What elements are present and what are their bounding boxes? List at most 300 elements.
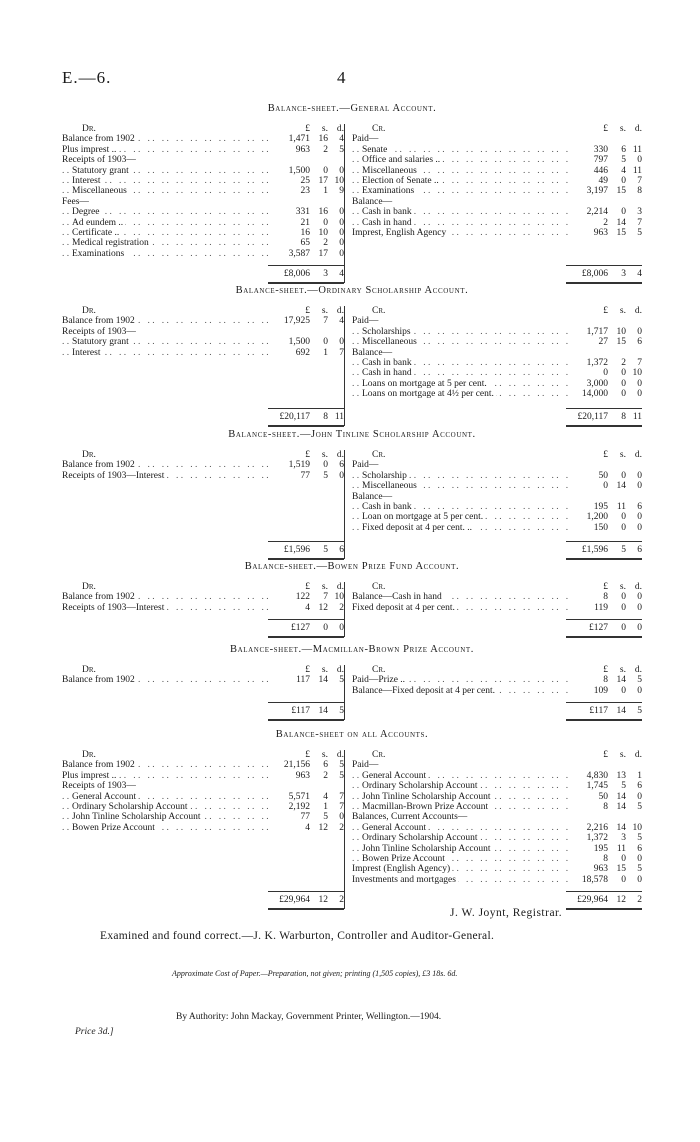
line-label <box>352 155 570 165</box>
line-label-text: Examinations <box>362 186 415 197</box>
pence-value: 0 <box>339 248 344 259</box>
line-label-text: Plus imprest .. <box>62 144 117 155</box>
line-label-text: Statutory grant <box>72 165 129 176</box>
ledger-line <box>62 460 344 470</box>
line-label <box>62 186 272 196</box>
ledger-line <box>62 134 344 144</box>
pence-value: 0 <box>339 227 344 238</box>
ledger-line <box>352 228 642 238</box>
pounds-value: 1,372 <box>586 357 608 368</box>
ledger-line <box>62 166 344 176</box>
ledger-line <box>352 450 642 460</box>
ledger-line <box>352 166 642 176</box>
line-label-text: Loan on mortgage at 5 per cent. <box>362 512 484 523</box>
pence-value: 7 <box>637 357 642 368</box>
pence-value: 6 <box>339 460 344 471</box>
ledger-line <box>352 145 642 155</box>
shillings-value: 1 <box>323 801 328 812</box>
shillings-value: 16 <box>318 134 328 145</box>
amount <box>570 833 642 843</box>
pence-value: 1 <box>637 770 642 781</box>
line-label-text: Scholarships <box>362 326 411 337</box>
pounds-value: 65 <box>300 238 310 249</box>
line-label <box>62 218 272 228</box>
total-shillings: 12 <box>616 895 626 906</box>
amount <box>570 823 642 833</box>
pence-value: 5 <box>339 144 344 155</box>
ledger-line <box>62 750 344 760</box>
pounds-value: 1,519 <box>288 460 310 471</box>
section-columns <box>62 582 642 641</box>
shillings-value: 2 <box>323 770 328 781</box>
ledger-line <box>352 823 642 833</box>
line-label <box>352 686 570 696</box>
total-cr <box>566 891 642 910</box>
line-label <box>352 124 570 134</box>
pence-value: 0 <box>637 378 642 389</box>
pence-value: 10 <box>632 822 642 833</box>
line-label-text: Ordinary Scholarship Account <box>72 801 188 812</box>
pence-value: d. <box>336 582 344 592</box>
amount <box>272 471 344 481</box>
amount <box>272 218 344 228</box>
line-label-text: Interest <box>72 175 101 186</box>
pence-value: 5 <box>339 770 344 781</box>
line-label <box>62 348 272 358</box>
total-shillings: 14 <box>318 706 328 717</box>
shillings-value: 14 <box>616 217 626 228</box>
amount <box>570 512 642 522</box>
line-label-text: Balance—Fixed deposit at 4 per cent. <box>352 685 495 696</box>
line-label <box>352 166 570 176</box>
total-pounds: £117 <box>589 706 608 717</box>
total-shillings: 8 <box>621 411 626 422</box>
pence-value: d. <box>634 750 642 760</box>
line-label-text: Balance— <box>352 196 393 207</box>
ledger-line <box>62 760 344 770</box>
page-number: 4 <box>337 68 346 87</box>
pence-value: 0 <box>637 512 642 523</box>
total-cr <box>566 541 642 560</box>
line-label-text: Plus imprest .. <box>62 770 117 781</box>
pence-value: 10 <box>334 592 344 603</box>
line-label <box>352 358 570 368</box>
line-label <box>62 582 272 592</box>
section-columns <box>62 750 642 913</box>
amount <box>570 771 642 781</box>
amount <box>570 218 642 228</box>
shillings-value: 4 <box>323 791 328 802</box>
shillings-value: s. <box>619 750 626 760</box>
pounds-value: 5,571 <box>288 791 310 802</box>
total-pounds: £8,006 <box>283 269 310 280</box>
amount <box>570 792 642 802</box>
pence-value: 0 <box>637 592 642 603</box>
ledger-line <box>352 792 642 802</box>
pence-value: 0 <box>637 522 642 533</box>
ledger-line <box>352 358 642 368</box>
pounds-value: 963 <box>295 770 310 781</box>
total-shillings: 5 <box>621 545 626 556</box>
total-pence: 11 <box>632 411 642 422</box>
total-shillings: 0 <box>323 623 328 634</box>
line-label <box>352 348 570 358</box>
dr-column <box>62 750 345 909</box>
line-label <box>352 792 570 802</box>
shillings-value: 15 <box>616 864 626 875</box>
line-label-text: Election of Senate .. <box>362 175 439 186</box>
pounds-value: 2,214 <box>586 207 608 218</box>
pounds-value: 109 <box>593 685 608 696</box>
total-shillings: 3 <box>323 269 328 280</box>
shillings-value: 17 <box>318 248 328 259</box>
shillings-value: 11 <box>616 501 626 512</box>
pounds-value: £ <box>603 124 608 134</box>
line-label-text: Imprest, English Agency <box>352 227 447 238</box>
cr-column <box>352 665 642 696</box>
line-label <box>352 134 570 144</box>
shillings-value: 4 <box>621 165 626 176</box>
pence-value: d. <box>336 665 344 675</box>
pounds-value: £ <box>305 450 310 460</box>
pence-value: 0 <box>637 326 642 337</box>
line-label <box>352 750 570 760</box>
cr-column <box>352 582 642 613</box>
line-label <box>62 124 272 134</box>
amount <box>272 582 344 592</box>
line-label <box>352 760 570 770</box>
shillings-value: 14 <box>616 801 626 812</box>
total-pence: 6 <box>637 545 642 556</box>
pounds-value: 50 <box>598 470 608 481</box>
amount <box>272 348 344 358</box>
total-shillings: 3 <box>621 269 626 280</box>
ledger-line <box>352 512 642 522</box>
ledger-line <box>62 316 344 326</box>
line-label-text: Cr. <box>372 750 386 760</box>
pence-value: 0 <box>637 685 642 696</box>
line-label-text: Bowen Prize Account <box>362 853 445 864</box>
ledger-line <box>62 186 344 196</box>
pence-value: 4 <box>339 316 344 327</box>
pence-value: d. <box>634 665 642 675</box>
ledger-line <box>352 523 642 533</box>
amount <box>272 228 344 238</box>
ledger-line <box>62 592 344 602</box>
pounds-value: 4 <box>305 602 310 613</box>
line-label-text: General Account <box>362 770 427 781</box>
ledger-line <box>62 771 344 781</box>
amount <box>570 186 642 196</box>
shillings-value: 14 <box>616 675 626 686</box>
section-columns <box>62 665 642 724</box>
total-shillings: 0 <box>621 623 626 634</box>
total-pence: 0 <box>637 623 642 634</box>
section-title: Balance-sheet.—Bowen Prize Fund Account. <box>244 561 460 572</box>
pence-value: 7 <box>339 347 344 358</box>
pounds-value: 16 <box>300 227 310 238</box>
ledger-line <box>62 218 344 228</box>
line-label <box>352 481 570 491</box>
pounds-value: 77 <box>300 470 310 481</box>
ledger-line <box>62 781 344 791</box>
pence-value: 0 <box>637 155 642 166</box>
shillings-value: s. <box>619 582 626 592</box>
total-pence: 11 <box>334 411 344 422</box>
shillings-value: 14 <box>318 675 328 686</box>
total-pence: 5 <box>339 706 344 717</box>
pence-value: 0 <box>339 165 344 176</box>
page-header <box>62 68 642 92</box>
pence-value: 9 <box>339 186 344 197</box>
pence-value: 10 <box>334 175 344 186</box>
pence-value: d. <box>336 450 344 460</box>
pounds-value: £ <box>603 750 608 760</box>
shillings-value: s. <box>321 665 328 675</box>
line-label-text: Balance from 1902 <box>62 460 135 471</box>
cr-column <box>352 750 642 885</box>
line-label-text: Ordinary Scholarship Account <box>362 781 478 792</box>
line-label-text: Office and salaries .. <box>362 155 441 166</box>
line-label-text: Receipts of 1903—Interest <box>62 470 165 481</box>
ledger-line <box>352 218 642 228</box>
line-label <box>352 316 570 326</box>
line-label-text: Cash in bank <box>362 501 412 512</box>
line-label <box>352 186 570 196</box>
pence-value: 5 <box>637 833 642 844</box>
amount <box>272 665 344 675</box>
pounds-value: 23 <box>300 186 310 197</box>
pounds-value: 1,500 <box>288 337 310 348</box>
pence-value: 0 <box>637 791 642 802</box>
pounds-value: 8 <box>603 675 608 686</box>
ledger-line <box>352 207 642 217</box>
total-pence: 6 <box>339 545 344 556</box>
ledger-line <box>352 750 642 760</box>
line-label-text: Miscellaneous <box>362 337 417 348</box>
shillings-value: 2 <box>621 357 626 368</box>
pence-value: 6 <box>637 843 642 854</box>
line-label <box>62 238 272 248</box>
amount <box>570 750 642 760</box>
pence-value: d. <box>634 124 642 134</box>
line-label <box>62 166 272 176</box>
amount <box>272 750 344 760</box>
line-label <box>352 502 570 512</box>
shillings-value: s. <box>321 124 328 134</box>
ledger-line <box>352 812 642 822</box>
line-label <box>352 675 570 685</box>
ledger-line <box>352 844 642 854</box>
line-label <box>352 512 570 522</box>
amount <box>272 166 344 176</box>
amount <box>272 249 344 259</box>
amount <box>570 389 642 399</box>
line-label <box>62 176 272 186</box>
line-label <box>352 802 570 812</box>
pence-value: 0 <box>339 812 344 823</box>
line-label <box>62 781 272 791</box>
line-label <box>352 207 570 217</box>
ledger-line <box>352 592 642 602</box>
shillings-value: 5 <box>323 812 328 823</box>
pounds-value: 117 <box>296 675 310 686</box>
ledger-line <box>352 379 642 389</box>
line-label-text: Dr. <box>82 665 96 675</box>
amount <box>570 379 642 389</box>
pence-value: 0 <box>339 238 344 249</box>
line-label-text: Receipts of 1903— <box>62 781 136 792</box>
pence-value: 7 <box>637 175 642 186</box>
ledger-line <box>352 781 642 791</box>
ledger-line <box>352 875 642 885</box>
pence-value: 5 <box>637 864 642 875</box>
ledger-line <box>352 389 642 399</box>
pounds-value: 27 <box>598 337 608 348</box>
amount <box>570 523 642 533</box>
shillings-value: 10 <box>318 227 328 238</box>
shillings-value: 17 <box>318 175 328 186</box>
line-label <box>352 844 570 854</box>
pounds-value: 963 <box>295 144 310 155</box>
ledger-line <box>352 368 642 378</box>
line-label-text: Cr. <box>372 582 386 592</box>
total-pence: 2 <box>637 895 642 906</box>
pence-value: 5 <box>339 760 344 771</box>
shillings-value: 0 <box>621 874 626 885</box>
pence-value: 7 <box>339 791 344 802</box>
section-columns <box>62 306 642 430</box>
shillings-value: 7 <box>323 316 328 327</box>
line-label <box>62 823 272 833</box>
shillings-value: 5 <box>621 781 626 792</box>
pence-value: 6 <box>637 781 642 792</box>
ledger-line <box>352 134 642 144</box>
shillings-value: s. <box>321 582 328 592</box>
total-shillings: 8 <box>323 411 328 422</box>
ledger-line <box>62 450 344 460</box>
amount <box>570 207 642 217</box>
ledger-line <box>352 337 642 347</box>
line-label-text: Cr. <box>372 665 386 675</box>
line-label-text: Degree <box>72 207 100 218</box>
amount <box>272 592 344 602</box>
line-label <box>352 771 570 781</box>
line-label <box>352 176 570 186</box>
amount <box>272 238 344 248</box>
ledger-line <box>352 864 642 874</box>
line-label-text: Miscellaneous <box>72 186 127 197</box>
ledger-line <box>62 327 344 337</box>
total-pence: 4 <box>637 269 642 280</box>
shillings-value: 2 <box>323 144 328 155</box>
ledger-line <box>352 492 642 502</box>
shillings-value: 0 <box>621 368 626 379</box>
amount <box>570 327 642 337</box>
ledger-line <box>62 176 344 186</box>
ledger-line <box>352 854 642 864</box>
total-pounds: £127 <box>291 623 310 634</box>
line-label-text: Cr. <box>372 124 386 134</box>
pounds-value: £ <box>305 124 310 134</box>
ledger-line <box>62 675 344 685</box>
pence-value: 0 <box>637 389 642 400</box>
cost-note: Approximate Cost of Paper.—Preparation, not given; printing (1,505 copies), £3 18s. 6d. <box>172 969 458 978</box>
pounds-value: 3,000 <box>586 378 608 389</box>
printer-authority: By Authority: John Mackay, Government Printer, Wellington.—1904. <box>176 1012 442 1022</box>
amount <box>570 471 642 481</box>
shillings-value: 0 <box>621 853 626 864</box>
line-label <box>352 337 570 347</box>
total-pounds: £117 <box>291 706 310 717</box>
ledger-line <box>352 760 642 770</box>
line-label-text: Interest <box>72 347 101 358</box>
shillings-value: 0 <box>621 512 626 523</box>
amount <box>570 686 642 696</box>
pence-value: 5 <box>637 675 642 686</box>
ledger-line <box>352 481 642 491</box>
total-pence: 2 <box>339 895 344 906</box>
pounds-value: 195 <box>593 501 608 512</box>
pounds-value: 2 <box>603 217 608 228</box>
line-label <box>62 771 272 781</box>
ledger-line <box>352 176 642 186</box>
pounds-value: £ <box>603 582 608 592</box>
line-label-text: Balances, Current Accounts— <box>352 812 468 823</box>
ledger-line <box>352 686 642 696</box>
line-label-text: Paid— <box>352 316 379 327</box>
ledger-line <box>352 155 642 165</box>
shillings-value: 0 <box>621 175 626 186</box>
line-label-text: Ordinary Scholarship Account <box>362 833 478 844</box>
line-label <box>352 306 570 316</box>
dr-column <box>62 124 345 283</box>
price-label: Price 3d.] <box>75 1027 114 1037</box>
ledger-line <box>62 155 344 165</box>
pence-value: 0 <box>339 470 344 481</box>
line-label <box>62 207 272 217</box>
shillings-value: 1 <box>323 347 328 358</box>
shillings-value: 12 <box>318 822 328 833</box>
amount <box>570 781 642 791</box>
line-label <box>62 460 272 470</box>
shillings-value: 13 <box>616 770 626 781</box>
line-label-text: Dr. <box>82 750 96 760</box>
ledger-line <box>352 603 642 613</box>
pounds-value: 8 <box>603 801 608 812</box>
line-label-text: General Account <box>72 791 137 802</box>
pence-value: 0 <box>339 337 344 348</box>
shillings-value: 15 <box>616 227 626 238</box>
ledger-line <box>352 833 642 843</box>
pounds-value: 692 <box>295 347 310 358</box>
pounds-value: 1,745 <box>586 781 608 792</box>
ledger-line <box>62 197 344 207</box>
ledger-line <box>352 197 642 207</box>
amount <box>272 760 344 770</box>
amount <box>570 358 642 368</box>
shillings-value: 10 <box>616 326 626 337</box>
shillings-value: 0 <box>621 602 626 613</box>
pence-value: 6 <box>637 337 642 348</box>
amount <box>272 771 344 781</box>
section-macmillan <box>62 645 642 724</box>
line-label <box>352 197 570 207</box>
total-dr <box>268 541 344 560</box>
line-label-text: Imprest (English Agency) <box>352 864 451 875</box>
amount <box>570 854 642 864</box>
ledger-line <box>62 228 344 238</box>
